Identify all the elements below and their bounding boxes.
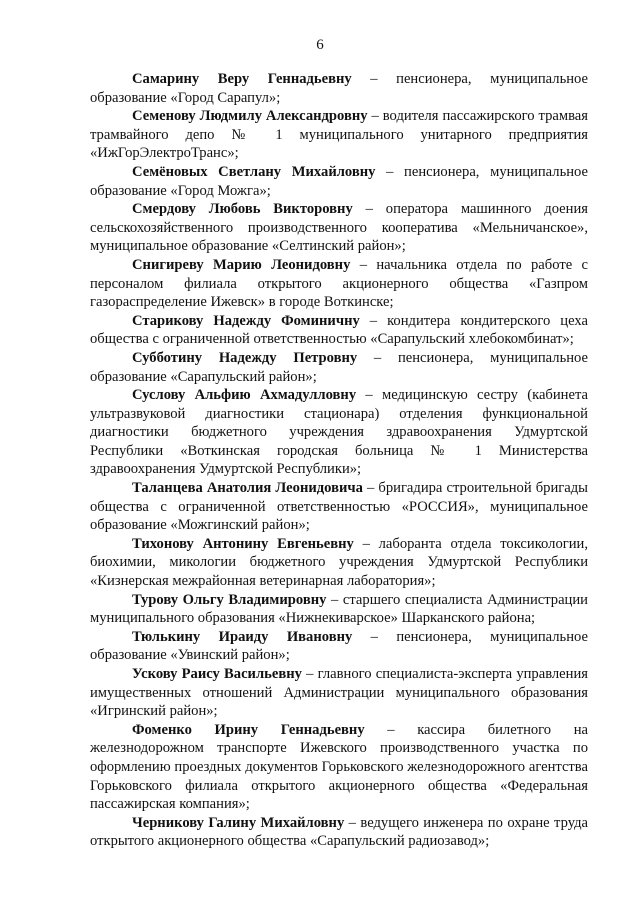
person-name: Самарину Веру Геннадьевну [132, 71, 352, 87]
page-number: 6 [316, 37, 324, 53]
list-item [90, 479, 588, 535]
list-item [90, 312, 588, 349]
list-item [90, 721, 588, 814]
person-name: Тюлькину Ираиду Ивановну [132, 628, 353, 645]
person-name: Турову Ольгу Владимировну [132, 591, 327, 608]
person-name: Семенову Людмилу Александровну [132, 108, 368, 125]
person-description: – пенсионера, муниципальное образование «Город Можга»; [90, 163, 588, 199]
person-description: – пенсионера, муниципальное образование «Город Сарапул»; [90, 71, 588, 106]
award-list [90, 70, 588, 851]
list-item [90, 200, 588, 256]
person-name: Суслову Альфию Ахмадулловну [132, 387, 357, 404]
person-description: – водителя пассажирского трамвая трамвайного депо № 1 муниципального унитарного предприятия «ИжГорЭлектроТранс»; [90, 108, 589, 162]
list-item [90, 665, 588, 721]
person-description: – пенсионера, муниципальное образование «Увинский район»; [90, 628, 588, 664]
person-name: Снигиреву Марию Леонидовну [132, 256, 351, 273]
person-name: Смердову Любовь Викторовну [132, 201, 353, 218]
person-description: – бригадира строительной бригады общества с ограниченной ответственностью «РОССИЯ», муниципальное образование «Можгинский район»; [90, 480, 588, 534]
person-name: Черникову Галину Михайловну [132, 814, 345, 831]
person-name: Ускову Раису Васильевну [132, 666, 302, 682]
list-item [90, 386, 588, 479]
list-item [90, 349, 588, 386]
person-description: – оператора машинного доения сельскохозяйственного производственного кооператива «Мельничанское», муниципальное образование «Селтинский район»; [90, 201, 588, 255]
list-item [90, 628, 588, 665]
list-item [90, 163, 588, 200]
list-item [90, 814, 588, 851]
person-name: Старикову Надежду Фоминичну [132, 312, 360, 329]
person-description: – лаборанта отдела токсикологии, биохимии, микологии бюджетного учреждения Удмуртской Республики «Кизнерская межрайонная ветеринарная лаборатория»; [90, 535, 588, 590]
person-name: Семёновых Светлану Михайловну [132, 163, 376, 180]
person-description: – ведущего инженера по охране труда открытого акционерного общества «Сарапульский радиозавод»; [90, 814, 588, 850]
person-name: Фоменко Ирину Геннадьевну [132, 721, 365, 738]
person-description: – пенсионера, муниципальное образование «Сарапульский район»; [90, 349, 588, 385]
person-description: – медицинскую сестру (кабинета ультразвуковой диагностики стационара) отделения функциональной диагностики бюджетного учреждения здравоохранения Удмуртской Республики «Воткинская городская больница № 1 Министерства здравоохранения Удмуртской Республики»; [90, 387, 588, 478]
list-item [90, 591, 588, 628]
list-item [90, 70, 588, 107]
person-description: – кондитера кондитерского цеха общества с ограниченной ответственностью «Сарапульский хлебокомбинат»; [90, 312, 588, 348]
person-description: – старшего специалиста Администрации муниципального образования «Нижнекиварское» Шарканского района; [90, 591, 588, 627]
person-name: Таланцева Анатолия Леонидовича [132, 480, 363, 497]
person-description: – кассира билетного на железнодорожном транспорте Ижевского производственного участка по оформлению проездных документов Горьковского железнодорожного агентства Горьковского филиала открытого акционерного общества «Федеральная пассажирская компания»; [90, 721, 589, 813]
person-description: – главного специалиста-эксперта управления имущественных отношений Администрации муниципального образования «Игринский район»; [90, 666, 588, 720]
person-description: – начальника отдела по работе с персоналом филиала открытого акционерного общества «Газпром газораспределение Ижевск» в городе Воткинске; [90, 256, 588, 311]
person-name: Тихонову Антонину Евгеньевну [132, 535, 354, 552]
person-name: Субботину Надежду Петровну [132, 349, 358, 366]
list-item [90, 535, 588, 591]
list-item [90, 256, 588, 312]
list-item [90, 107, 588, 163]
